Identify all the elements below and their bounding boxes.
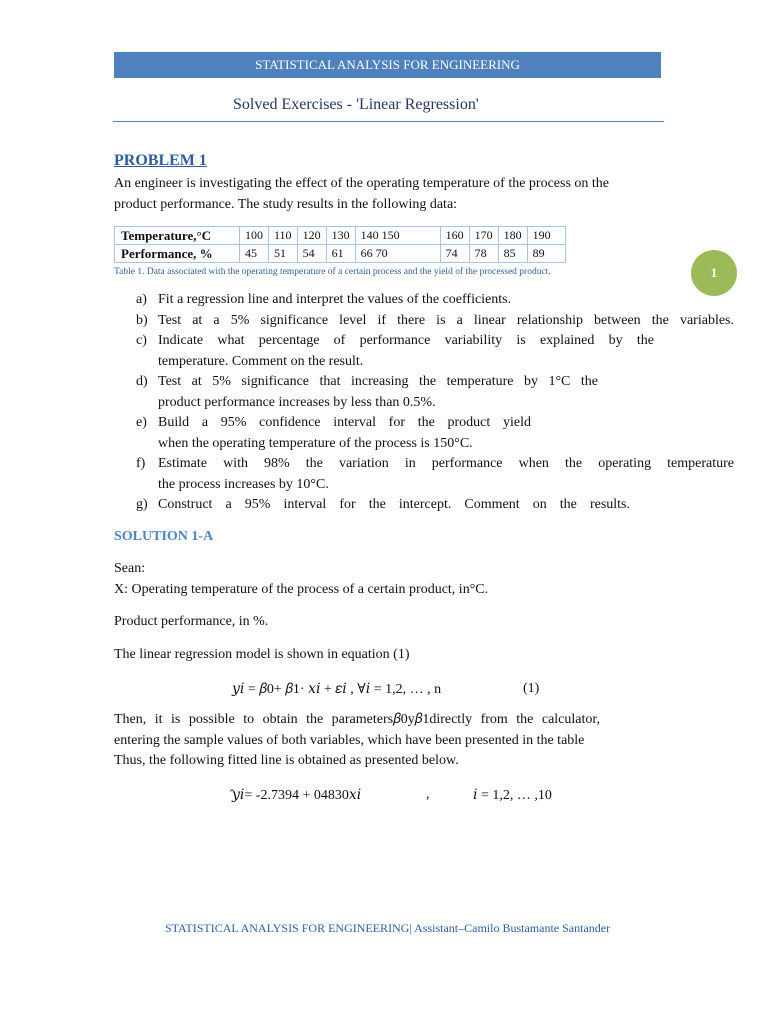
fitted-separator: , xyxy=(426,787,430,802)
list-item xyxy=(136,454,734,475)
table-cell: 78 xyxy=(469,245,498,263)
model-intro: The linear regression model is shown in equation (1) xyxy=(114,647,410,662)
table-cell: 130 xyxy=(326,227,355,245)
table-cell: 74 xyxy=(440,245,469,263)
list-item-text: Fit a regression line and interpret the values of the coefficients. xyxy=(158,292,512,307)
table-cell: 54 xyxy=(297,245,326,263)
list-item-text: Build a 95% confidence interval for the product yield xyxy=(158,415,531,430)
x-definition: X: Operating temperature of the process of a certain product, in°C. xyxy=(114,582,489,597)
list-item-text: Construct a 95% interval for the intercept. Comment on the results. xyxy=(158,497,630,512)
page-number-badge: 1 xyxy=(691,250,737,296)
table-cell: 100 xyxy=(240,227,269,245)
list-item xyxy=(136,393,734,414)
temperature-header: Temperature,°C xyxy=(115,227,240,245)
table-cell: 66 70 xyxy=(355,245,440,263)
fitted-range: 𝑖 = 1,2, … ,10 xyxy=(473,788,552,803)
list-item-letter: g) xyxy=(136,497,148,512)
list-item-letter: c) xyxy=(136,333,147,348)
title-divider xyxy=(113,121,664,122)
problem-heading: PROBLEM 1 xyxy=(114,152,207,169)
list-item-letter xyxy=(136,352,158,373)
problem-intro: An engineer is investigating the effect of the operating temperature of the process on the product performance. The study results in the following data: xyxy=(114,176,610,212)
then-line-2: entering the sample values of both variables, which have been presented in the table xyxy=(114,733,585,748)
list-item-text: Estimate with 98% the variation in performance when the operating temperature xyxy=(158,456,734,471)
table-cell: 170 xyxy=(469,227,498,245)
list-item-text: when the operating temperature of the process is 150°C. xyxy=(158,435,473,451)
then-line-3: Thus, the following fitted line is obtained as presented below. xyxy=(114,753,459,768)
list-item xyxy=(136,475,734,496)
performance-row xyxy=(115,245,566,263)
then-line-1: Then, it is possible to obtain the parameters𝛽0y𝛽1directly from the calculator, xyxy=(114,712,600,727)
list-item-letter xyxy=(136,475,158,496)
list-item xyxy=(136,352,734,373)
list-item xyxy=(136,331,734,352)
list-item-letter: e) xyxy=(136,415,147,430)
table-cell: 140 150 xyxy=(355,227,440,245)
table-cell: 160 xyxy=(440,227,469,245)
list-item-letter: d) xyxy=(136,374,148,389)
list-item-text: temperature. Comment on the result. xyxy=(158,353,364,369)
temperature-row xyxy=(115,227,566,245)
fitted-equation: ̂𝑦𝑖= -2.7394 + 04830𝑥𝑖 xyxy=(232,788,362,803)
table-cell: 89 xyxy=(527,245,565,263)
list-item-letter xyxy=(136,393,158,414)
table-cell: 110 xyxy=(269,227,298,245)
list-item xyxy=(136,495,734,516)
list-item xyxy=(136,290,734,311)
table-cell: 85 xyxy=(498,245,527,263)
list-item-letter: f) xyxy=(136,456,146,471)
list-item xyxy=(136,434,734,455)
list-item-letter xyxy=(136,434,158,455)
list-item xyxy=(136,311,734,332)
solution-heading: SOLUTION 1-A xyxy=(114,529,214,544)
performance-header: Performance, % xyxy=(115,245,240,263)
list-item-text: the process increases by 10°C. xyxy=(158,476,329,492)
header-banner: STATISTICAL ANALYSIS FOR ENGINEERING xyxy=(114,52,661,78)
sean-line: Sean: xyxy=(114,561,146,576)
list-item xyxy=(136,413,734,434)
question-list xyxy=(136,290,734,516)
equation-number: (1) xyxy=(523,681,540,696)
model-equation: 𝑦𝑖 = 𝛽0+ 𝛽1· 𝑥𝑖 + 𝜀𝑖 , ∀𝑖 = 1,2, … , n xyxy=(232,682,442,697)
list-item xyxy=(136,372,734,393)
y-definition: Product performance, in %. xyxy=(114,614,269,629)
table-cell: 190 xyxy=(527,227,565,245)
page-subtitle: Solved Exercises - 'Linear Regression' xyxy=(233,96,479,113)
list-item-text: Indicate what percentage of performance variability is explained by the xyxy=(158,333,654,348)
table-caption: Table 1. Data associated with the operating temperature of a certain process and the yield of the processed product. xyxy=(114,267,551,277)
table-cell: 51 xyxy=(269,245,298,263)
page-footer: STATISTICAL ANALYSIS FOR ENGINEERING| Assistant–Camilo Bustamante Santander xyxy=(165,921,611,935)
table-cell: 61 xyxy=(326,245,355,263)
list-item-letter: b) xyxy=(136,312,148,328)
list-item-text: Test at a 5% significance level if there is a linear relationship between the variables. xyxy=(158,312,734,328)
table-cell: 180 xyxy=(498,227,527,245)
table-cell: 120 xyxy=(297,227,326,245)
list-item-text: Test at 5% significance that increasing the temperature by 1°C the xyxy=(158,374,598,389)
table-cell: 45 xyxy=(240,245,269,263)
list-item-text: product performance increases by less than 0.5%. xyxy=(158,394,436,410)
list-item-letter: a) xyxy=(136,292,147,307)
data-table xyxy=(114,226,566,263)
